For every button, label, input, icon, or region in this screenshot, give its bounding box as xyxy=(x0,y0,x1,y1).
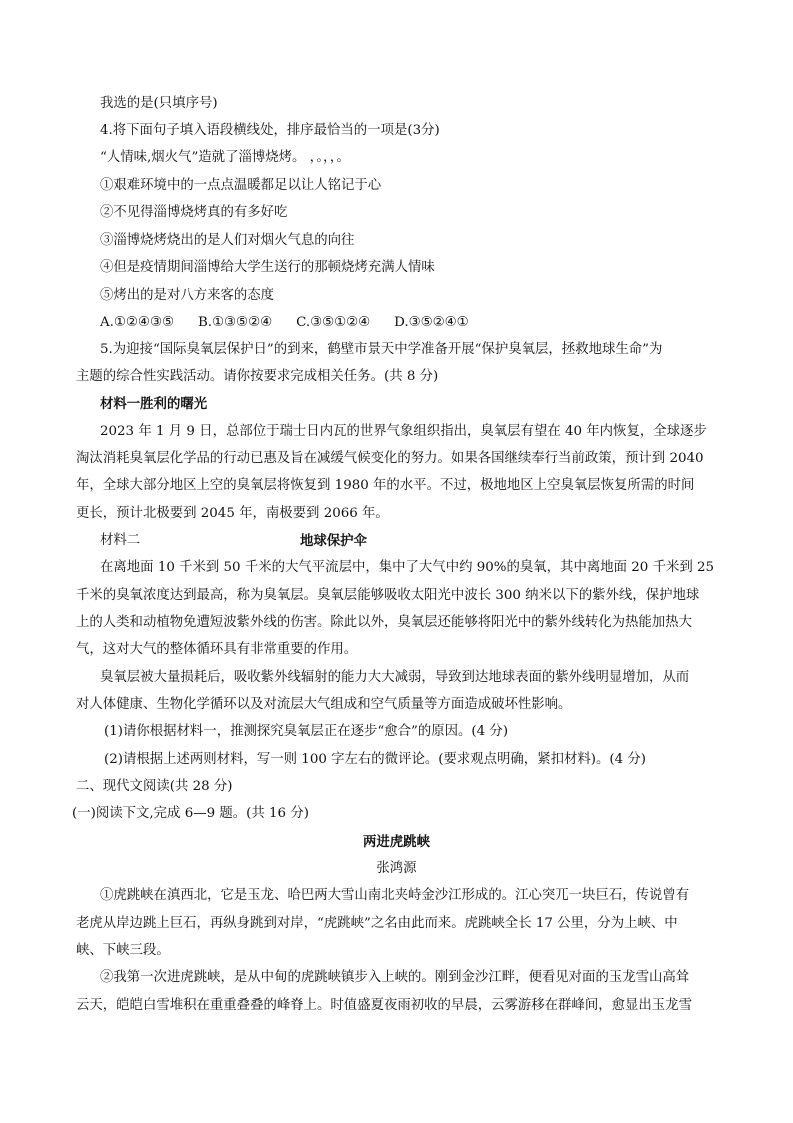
material2-line: 上的人类和动植物免遭短波紫外线的伤害。除此以外，臭氧层还能够将阳光中的紫外线转化为热能加热大 xyxy=(76,615,692,630)
q5-task2: (2)请根据上述两则材料，写一则 100 字左右的微评论。(要求观点明确，紧扣材料)。(4 分) xyxy=(104,752,646,767)
material1-title: 材料一胜利的曙光 xyxy=(100,396,208,412)
material2-title: 地球保护伞 xyxy=(300,533,367,549)
q5-task1: (1)请你根据材料一，推测探究臭氧层正在逐步“愈合”的原因。(4 分) xyxy=(104,724,509,739)
q4-passage: “人情味,烟火气”造就了淄博烧烤。 ，。，，。 xyxy=(100,150,350,165)
material2-line: 千米的臭氧浓度达到最高，称为臭氧层。臭氧层能够吸收太阳光中波长 300 纳米以下的紫外线，保护地球 xyxy=(76,588,700,603)
q3-answer-prompt: 我选的是(只填序号) xyxy=(100,96,218,111)
material1-line: 淘汰消耗臭氧层化学品的行动已惠及旨在减缓气候变化的努力。如果各国继续奉行当前政策，预计到 2040 xyxy=(76,451,704,466)
q4-option-b: B.①③⑤②④ xyxy=(197,315,273,330)
q4-stem: 4.将下面句子填入语段横线处，排序最恰当的一项是(3分) xyxy=(100,123,440,138)
article-para1-line: ①虎跳峡在滇西北，它是玉龙、哈巴两大雪山南北夹峙金沙江形成的。江心突兀一块巨石，传说曾有 xyxy=(100,888,690,903)
article-para1-line: 峡、下峡三段。 xyxy=(76,943,170,958)
article-para2-line: ②我第一次进虎跳峡，是从中甸的虎跳峡镇步入上峡的。刚到金沙江畔，便看见对面的玉龙雪山高耸 xyxy=(100,970,690,985)
article-para1-line: 老虎从岸边跳上巨石，再纵身跳到对岸，“虎跳峡”之名由此而来。虎跳峡全长 17 公里，分为上峡、中 xyxy=(76,916,678,931)
q4-options xyxy=(100,314,750,332)
section2-heading: 二、现代文阅读(共 28 分) xyxy=(76,779,233,794)
article-author: 张鸿源 xyxy=(376,861,417,876)
q5-intro-line1: 5.为迎接“国际臭氧层保护日”的到来，鹤壁市景天中学准备开展“保护臭氧层，拯救地球生命”为 xyxy=(100,342,663,357)
material2-line: 对人体健康、生物化学循环以及对流层大气组成和空气质量等方面造成破坏性影响。 xyxy=(76,697,572,712)
material1-line: 年，全球大部分地区上空的臭氧层将恢复到 1980 年的水平。不过，极地地区上空臭氧层恢复所需的时间 xyxy=(76,478,695,493)
material2-line: 气，这对大气的整体循环具有非常重要的作用。 xyxy=(76,642,358,657)
q4-sentence: ①艰难环境中的一点点温暖都足以让人铭记于心 xyxy=(100,178,382,193)
q4-option-c: C.③⑤①②④ xyxy=(296,315,371,330)
q5-intro-line2: 主题的综合性实践活动。请你按要求完成相关任务。(共 8 分) xyxy=(76,369,439,384)
section2-subheading: (一)阅读下文,完成 6—9 题。(共 16 分) xyxy=(72,806,309,821)
material1-line: 2023 年 1 月 9 日，总部位于瑞士日内瓦的世界气象组织指出，臭氧层有望在 40 年内恢复，全球逐步 xyxy=(100,424,707,439)
q4-option-a: A.①②④③⑤ xyxy=(100,315,174,330)
article-para2-line: 云天，皑皑白雪堆积在重重叠叠的峰脊上。时值盛夏夜雨初收的早晨，云雾游移在群峰间，愈显出玉龙雪 xyxy=(76,998,692,1013)
q4-sentence: ③淄博烧烤烧出的是人们对烟火气息的向往 xyxy=(100,233,355,248)
material2-label: 材料二 xyxy=(100,533,141,548)
q4-sentence: ⑤烤出的是对八方来客的态度 xyxy=(100,288,275,303)
material2-line: 在离地面 10 千米到 50 千米的大气平流层中，集中了大气中约 90%的臭氧，其中离地面 20 千米到 25 xyxy=(100,560,715,575)
material2-line: 臭氧层被大量损耗后，吸收紫外线辐射的能力大大减弱，导致到达地球表面的紫外线明显增加，从而 xyxy=(100,670,690,685)
article-title: 两进虎跳峡 xyxy=(363,834,430,850)
q4-option-d: D.③⑤②④① xyxy=(394,315,469,330)
material1-line: 更长，预计北极要到 2045 年，南极要到 2066 年。 xyxy=(76,506,389,521)
q4-sentence: ②不见得淄博烧烤真的有多好吃 xyxy=(100,205,288,220)
q4-sentence: ④但是疫情期间淄博给大学生送行的那顿烧烤充满人情味 xyxy=(100,260,435,275)
